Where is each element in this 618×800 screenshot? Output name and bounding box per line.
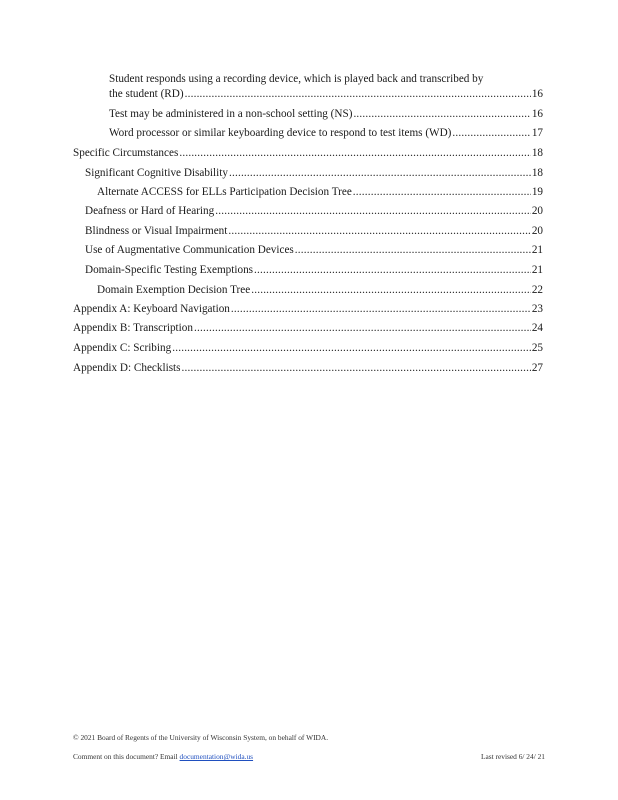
toc-page-number: 16 <box>531 88 543 100</box>
toc-entry-title: Use of Augmentative Communication Devices <box>85 244 294 256</box>
toc-entry-title: Specific Circumstances <box>73 147 179 159</box>
toc-entry-title: Alternate ACCESS for ELLs Participation Decision Tree <box>97 186 352 198</box>
toc-page-number: 18 <box>531 147 543 159</box>
toc-entry-word-processor[interactable] <box>109 127 543 140</box>
dot-leader <box>182 362 531 375</box>
dot-leader <box>228 225 530 238</box>
toc-entry-title: Test may be administered in a non-school setting (NS) <box>109 108 353 120</box>
toc-entry-recording-device-line1: Student responds using a recording device, which is played back and transcribed by <box>109 73 484 85</box>
footer-comment <box>73 752 253 761</box>
dot-leader <box>295 244 531 257</box>
footer-email-link[interactable]: documentation@wida.us <box>179 752 254 761</box>
toc-entry-cognitive-disability[interactable] <box>85 167 543 180</box>
toc-entry-recording-device[interactable] <box>109 88 543 101</box>
footer-comment-prefix: Comment on this document? Email <box>73 752 180 761</box>
toc-entry-title: Appendix A: Keyboard Navigation <box>73 303 230 315</box>
toc-entry-title: the student (RD) <box>109 88 184 100</box>
toc-entry-title: Domain-Specific Testing Exemptions <box>85 264 254 276</box>
toc-entry-domain-exemptions[interactable] <box>85 264 543 277</box>
toc-entry-title: Deafness or Hard of Hearing <box>85 205 215 217</box>
toc-entry-blindness[interactable] <box>85 225 543 238</box>
toc-entry-title: Significant Cognitive Disability <box>85 167 228 179</box>
toc-page-number: 21 <box>531 264 543 276</box>
dot-leader <box>231 303 531 316</box>
dot-leader <box>251 284 531 297</box>
dot-leader <box>185 88 531 101</box>
toc-page-number: 23 <box>531 303 543 315</box>
footer-copyright: © 2021 Board of Regents of the University of Wisconsin System, on behalf of WIDA. <box>73 733 329 742</box>
dot-leader <box>254 264 531 277</box>
toc-page-number: 27 <box>531 362 543 374</box>
toc-entry-appendix-b[interactable] <box>73 322 543 335</box>
toc-entry-appendix-d[interactable] <box>73 362 543 375</box>
toc-page-number: 16 <box>531 108 543 120</box>
dot-leader <box>229 167 531 180</box>
toc-page-number: 21 <box>531 244 543 256</box>
toc-page-number: 20 <box>531 205 543 217</box>
dot-leader <box>172 342 531 355</box>
toc-entry-appendix-a[interactable] <box>73 303 543 316</box>
toc-entry-title: Blindness or Visual Impairment <box>85 225 228 237</box>
dot-leader <box>353 108 530 121</box>
footer-last-revised: Last revised 6/ 24/ 21 <box>480 752 545 761</box>
toc-entry-augmentative-devices[interactable] <box>85 244 543 257</box>
toc-page-number: 22 <box>531 284 543 296</box>
toc-entry-title: Word processor or similar keyboarding device to respond to test items (WD) <box>109 127 452 139</box>
toc-page-number: 18 <box>531 167 543 179</box>
toc-page-number: 25 <box>531 342 543 354</box>
dot-leader <box>179 147 530 160</box>
toc-entry-title: Domain Exemption Decision Tree <box>97 284 251 296</box>
toc-entry-title: Appendix D: Checklists <box>73 362 181 374</box>
toc-entry-deafness[interactable] <box>85 205 543 218</box>
toc-entry-alternate-access-tree[interactable] <box>97 186 543 199</box>
toc-page-number: 19 <box>531 186 543 198</box>
toc-entry-domain-exemption-tree[interactable] <box>97 284 543 297</box>
toc-entry-appendix-c[interactable] <box>73 342 543 355</box>
dot-leader <box>452 127 530 140</box>
toc-page-number: 17 <box>531 127 543 139</box>
toc-entry-title: Appendix B: Transcription <box>73 322 193 334</box>
dot-leader <box>353 186 531 199</box>
toc-entry-non-school-setting[interactable] <box>109 108 543 121</box>
dot-leader <box>215 205 531 218</box>
toc-entry-title: Appendix C: Scribing <box>73 342 172 354</box>
toc-entry-specific-circumstances[interactable] <box>73 147 543 160</box>
toc-page-number: 20 <box>531 225 543 237</box>
toc-page-number: 24 <box>531 322 543 334</box>
dot-leader <box>194 322 531 335</box>
